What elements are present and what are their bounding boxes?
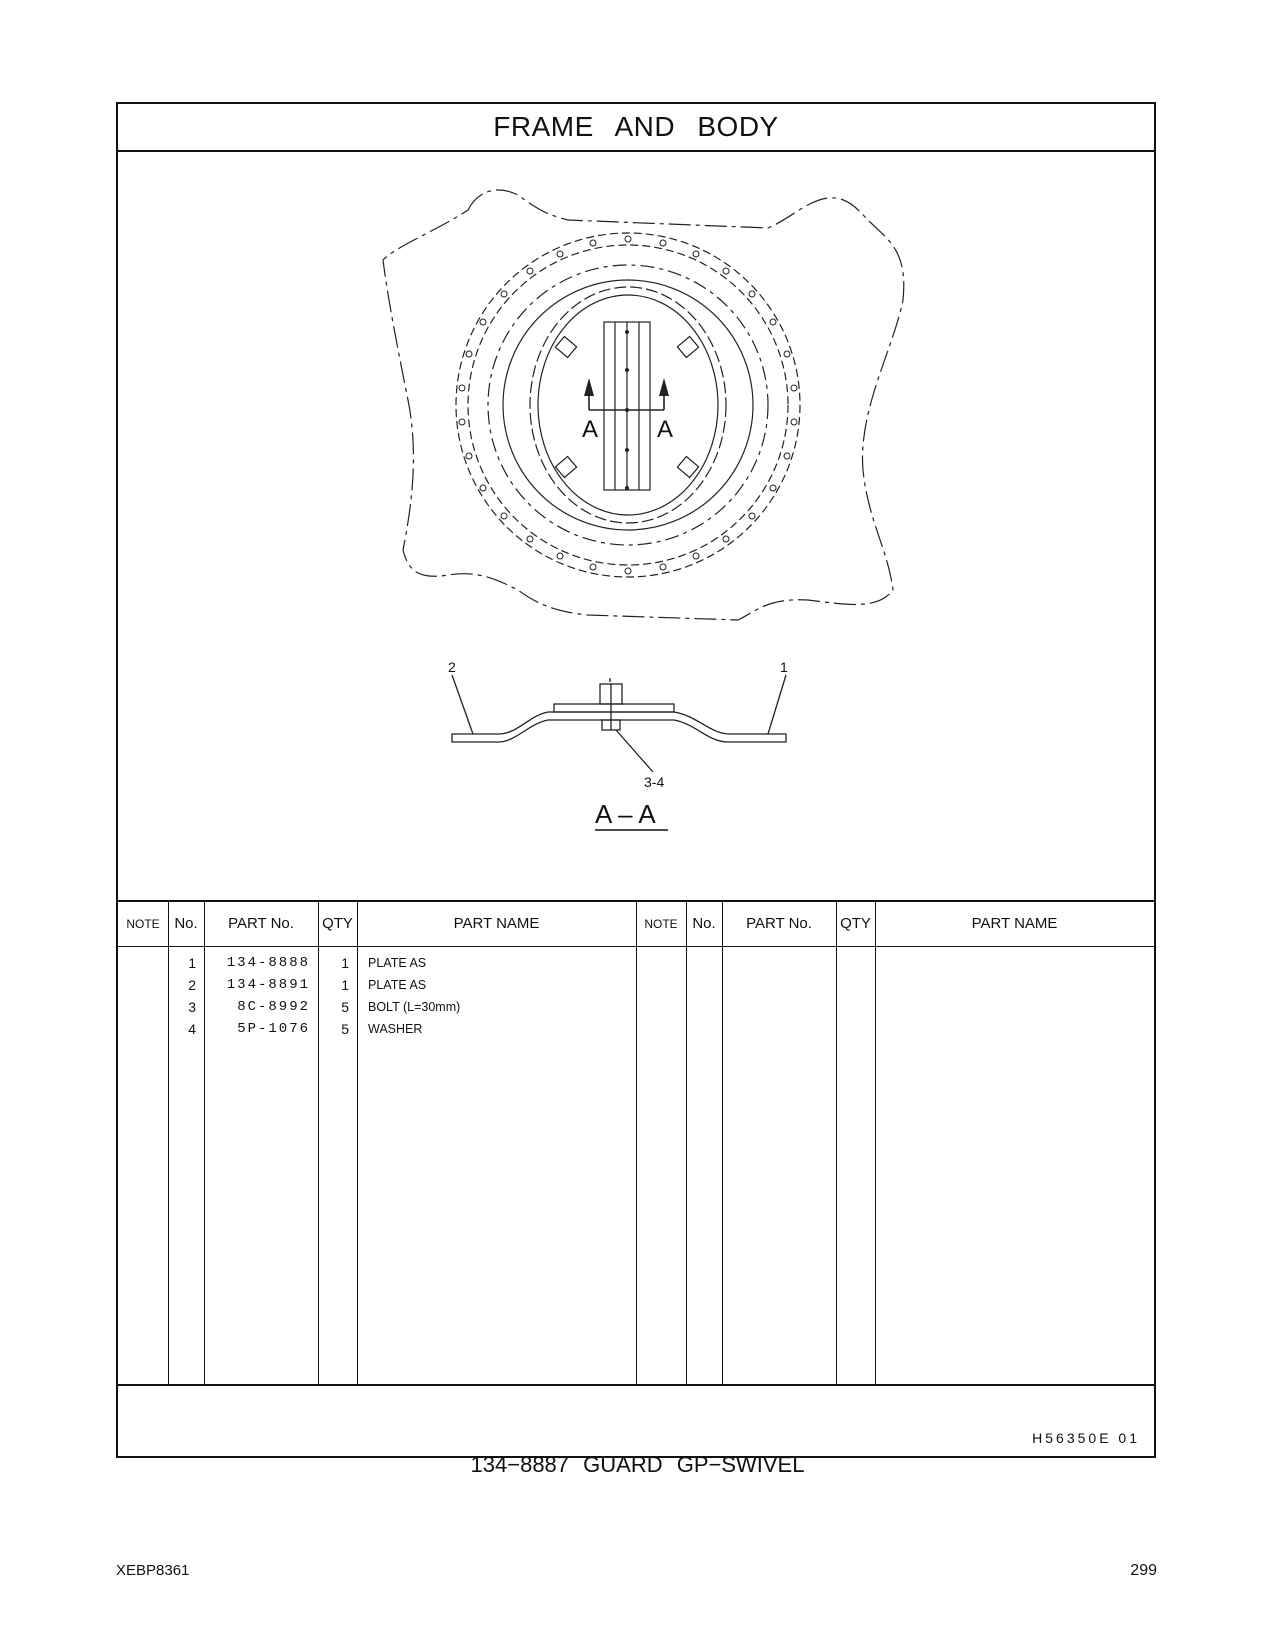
section-mark-right: A [657,416,674,443]
assembly-drawing [118,150,1154,900]
col-no-header: No. [174,915,198,932]
row-1-part-no: 134-8888 [226,955,310,971]
row-2-part-name: PLATE AS [368,978,427,992]
frame-outline [383,190,904,620]
document-id: XEBP8361 [116,1562,190,1579]
row-2-qty: 1 [341,977,349,993]
page-number: 299 [1130,1562,1157,1579]
section-view [452,675,786,772]
row-4-part-no: 5P-1076 [237,1021,310,1037]
row-3-qty: 5 [341,999,349,1015]
drawing-code: H56350E 01 [1032,1430,1140,1446]
swivel-guard-illustration [118,150,1154,900]
col-note-header-2: NOTE [644,917,678,931]
section-mark-left: A [582,416,599,443]
col-qty-header-2: QTY [840,915,871,932]
parts-sheet [116,102,1156,1458]
section-title: A – A [595,799,656,829]
col-no-header-2: No. [692,915,716,932]
row-3-part-name: BOLT (L=30mm) [368,1000,461,1014]
col-note-header: NOTE [126,917,160,931]
parts-table [118,900,1154,1386]
row-1-no: 1 [188,955,196,971]
col-partno-header-2: PART No. [746,915,812,932]
row-4-part-name: WASHER [368,1022,423,1036]
drawing-footer [118,1384,1154,1458]
row-1-part-name: PLATE AS [368,956,427,970]
row-3-part-no: 8C-8992 [237,999,310,1015]
col-partno-header: PART No. [228,915,294,932]
row-4-no: 4 [188,1021,196,1037]
callout-1: 1 [780,659,788,675]
row-2-no: 2 [188,977,196,993]
col-partname-header: PART NAME [453,915,540,932]
row-1-qty: 1 [341,955,349,971]
callout-2: 2 [448,659,456,675]
callout-3-4: 3-4 [644,774,665,790]
row-4-qty: 5 [341,1021,349,1037]
sheet-title: FRAME AND BODY [118,104,1154,152]
assembly-caption: 134−8887 GUARD GP−SWIVEL [470,1452,805,1477]
row-2-part-no: 134-8891 [226,977,310,993]
col-partname-header-2: PART NAME [971,915,1058,932]
col-qty-header: QTY [322,915,353,932]
row-3-no: 3 [188,999,196,1015]
